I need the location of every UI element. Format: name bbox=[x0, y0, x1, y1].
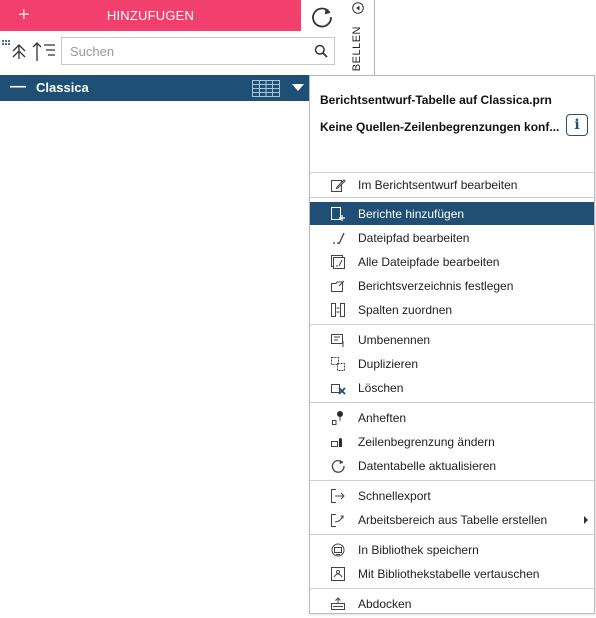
info-button[interactable]: i bbox=[566, 114, 588, 136]
edit-icon bbox=[329, 176, 347, 194]
menu-item-undock[interactable]: Abdocken bbox=[310, 592, 594, 615]
menu-item-quick-export[interactable]: Schnellexport bbox=[310, 484, 594, 507]
rename-icon bbox=[329, 331, 347, 349]
menu-separator bbox=[310, 197, 594, 198]
menu-item-save-to-library[interactable]: In Bibliothek speichern bbox=[310, 538, 594, 561]
columns-icon bbox=[329, 301, 347, 319]
menu-item-add-reports[interactable]: Berichte hinzufügen bbox=[310, 202, 594, 225]
folder-icon bbox=[329, 277, 347, 295]
menu-separator bbox=[310, 588, 594, 589]
tree-group-header[interactable] bbox=[0, 75, 313, 101]
menu-separator bbox=[310, 402, 594, 403]
menu-item-delete[interactable]: Löschen bbox=[310, 376, 594, 399]
menu-item-map-columns[interactable]: Spalten zuordnen bbox=[310, 298, 594, 321]
swap-library-icon bbox=[329, 565, 347, 583]
refresh-icon bbox=[329, 457, 347, 475]
menu-item-duplicate[interactable]: Duplizieren bbox=[310, 352, 594, 375]
plus-icon: + bbox=[18, 4, 30, 26]
dropdown-caret-icon[interactable] bbox=[292, 84, 304, 91]
collapse-arrow-icon[interactable] bbox=[352, 2, 364, 14]
add-button[interactable] bbox=[0, 0, 301, 31]
row-limit-icon bbox=[329, 433, 347, 451]
menu-item-change-row-limit[interactable]: Zeilenbegrenzung ändern bbox=[310, 430, 594, 453]
menu-info-title: Berichtsentwurf-Tabelle auf Classica.prn bbox=[320, 93, 552, 107]
menu-item-create-workspace-from-table[interactable]: Arbeitsbereich aus Tabelle erstellen bbox=[310, 508, 594, 531]
save-library-icon bbox=[329, 541, 347, 559]
all-paths-icon bbox=[329, 253, 347, 271]
sort-icon[interactable] bbox=[30, 37, 58, 65]
menu-item-edit-file-path[interactable]: Dateipfad bearbeiten bbox=[310, 226, 594, 249]
menu-item-refresh-data-table[interactable]: Datentabelle aktualisieren bbox=[310, 454, 594, 477]
export-icon bbox=[329, 487, 347, 505]
menu-item-rename[interactable]: Umbenennen bbox=[310, 328, 594, 351]
menu-item-set-report-directory[interactable]: Berichtsverzeichnis festlegen bbox=[310, 274, 594, 297]
undock-icon bbox=[329, 595, 347, 613]
context-menu bbox=[309, 75, 595, 614]
side-panel-tab[interactable] bbox=[344, 0, 375, 76]
search-input[interactable] bbox=[62, 38, 318, 64]
search-icon[interactable] bbox=[314, 44, 328, 58]
refresh-icon[interactable] bbox=[309, 4, 335, 30]
side-tab-label: BELLEN bbox=[351, 26, 363, 72]
menu-separator bbox=[310, 534, 594, 535]
menu-separator bbox=[310, 324, 594, 325]
delete-icon bbox=[329, 379, 347, 397]
tree-group-title: Classica bbox=[36, 80, 89, 95]
menu-separator bbox=[310, 480, 594, 481]
collapse-icon[interactable]: — bbox=[10, 78, 26, 95]
pin-icon bbox=[329, 409, 347, 427]
duplicate-icon bbox=[329, 355, 347, 373]
menu-item-pin[interactable]: Anheften bbox=[310, 406, 594, 429]
menu-item-edit-in-design[interactable]: Im Berichtsentwurf bearbeiten bbox=[310, 173, 594, 196]
add-button-label: HINZUFUGEN bbox=[106, 8, 195, 23]
menu-item-swap-with-library-table[interactable]: Mit Bibliothekstabelle vertauschen bbox=[310, 562, 594, 585]
submenu-arrow-icon bbox=[584, 516, 588, 524]
menu-item-edit-all-file-paths[interactable]: Alle Dateipfade bearbeiten bbox=[310, 250, 594, 273]
expand-all-icon[interactable] bbox=[0, 37, 28, 65]
create-workspace-icon bbox=[329, 511, 347, 529]
search-field[interactable] bbox=[61, 37, 335, 65]
add-report-icon bbox=[329, 205, 347, 223]
menu-info-status: Keine Quellen-Zeilenbegrenzungen konf... bbox=[320, 120, 560, 134]
data-table-icon bbox=[252, 80, 280, 97]
tree-tools bbox=[0, 37, 58, 65]
file-path-icon bbox=[329, 229, 347, 247]
